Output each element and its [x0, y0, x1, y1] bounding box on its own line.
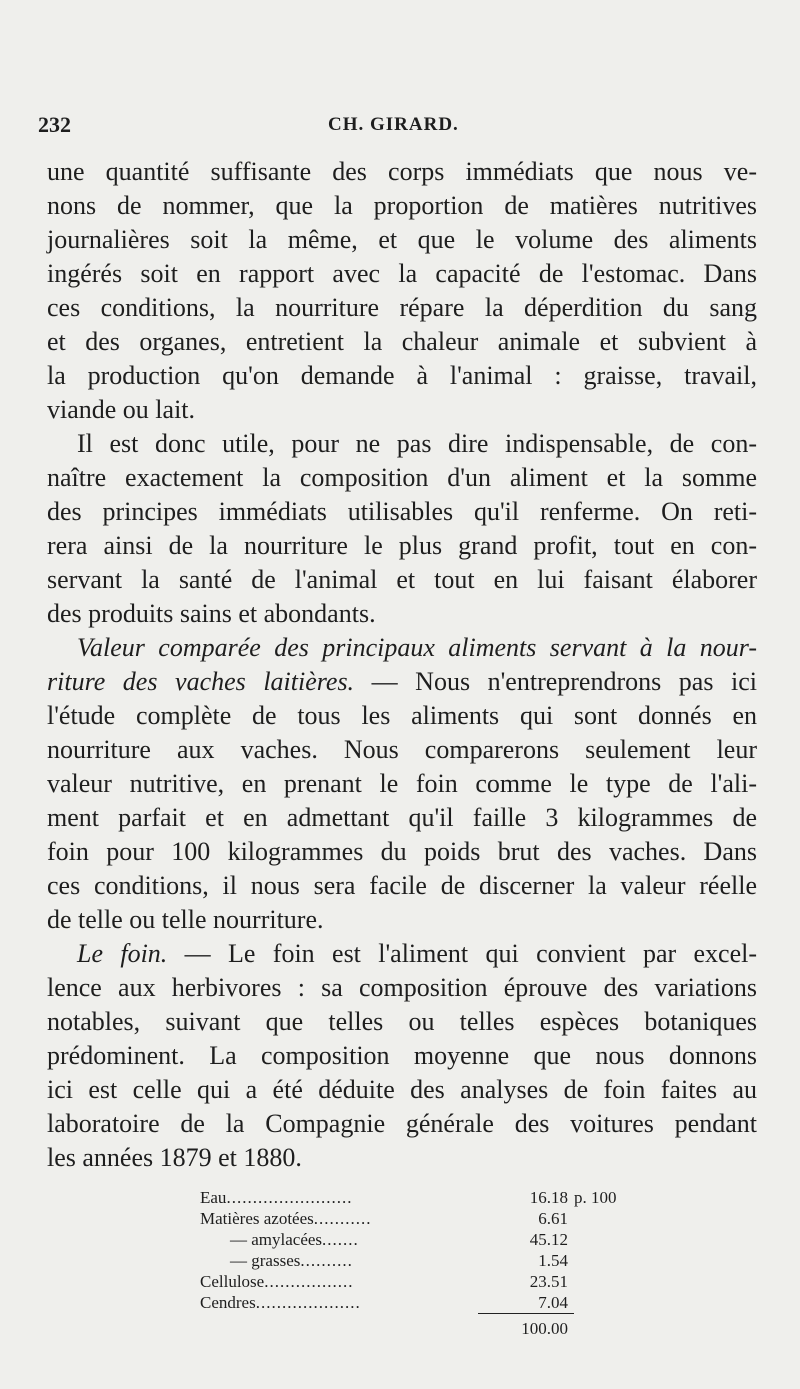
leader-dots: ........................ — [226, 1188, 353, 1207]
running-head: CH. GIRARD. — [328, 114, 459, 135]
text-line: une quantité suffisante des corps immédiats que nous ve- — [47, 157, 757, 186]
italic-heading: riture des vaches laitières. — [47, 667, 355, 696]
text-line: prédominent. La composition moyenne que nous donnons — [47, 1041, 757, 1070]
text-line: notables, suivant que telles ou telles espèces botaniques — [47, 1007, 757, 1036]
leader-dots: ....... — [322, 1230, 359, 1249]
text-line: ces conditions, la nourriture répare la déperdition du sang — [47, 293, 757, 322]
composition-table — [200, 1187, 634, 1339]
leader-dots: .................... — [255, 1293, 361, 1312]
italic-heading: Valeur comparée des principaux aliments servant à la nour- — [77, 633, 757, 662]
section-heading-valeur — [47, 631, 757, 665]
text-line: servant la santé de l'animal et tout en lui faisant élaborer — [47, 565, 757, 594]
text-line: nons de nommer, que la proportion de matières nutritives — [47, 191, 757, 220]
body-text — [47, 155, 757, 1175]
leader-dots: ................. — [264, 1272, 354, 1291]
paragraph-foin — [47, 937, 757, 1175]
row-value: 45.12 — [529, 1230, 568, 1249]
text-line: ment parfait et en admettant qu'il faille 3 kilogrammes de — [47, 803, 757, 832]
row-unit: p. 100 — [574, 1188, 617, 1207]
text-line: ces conditions, il nous sera facile de discerner la valeur réelle — [47, 871, 757, 900]
text-line: des principes immédiats utilisables qu'il renferme. On reti- — [47, 497, 757, 526]
row-value: 16.18 — [529, 1188, 568, 1207]
table-row — [200, 1292, 634, 1314]
text-line: valeur nutritive, en prenant le foin comme le type de l'ali- — [47, 769, 757, 798]
table-row — [200, 1250, 634, 1271]
text-line: de telle ou telle nourriture. — [47, 905, 324, 934]
text-line: ici est celle qui a été déduite des analyses de foin faites au — [47, 1075, 757, 1104]
row-value: 23.51 — [529, 1272, 568, 1291]
page-header — [38, 112, 758, 144]
row-value: 1.54 — [538, 1251, 568, 1270]
text-line: Il est donc utile, pour ne pas dire indispensable, de con- — [77, 429, 757, 458]
total-row — [200, 1314, 634, 1340]
text-line: foin pour 100 kilogrammes du poids brut des vaches. Dans — [47, 837, 757, 866]
paragraph-valeur — [47, 631, 757, 937]
text-line: laboratoire de la Compagnie générale des voitures pendant — [47, 1109, 757, 1138]
row-label: Cellulose — [200, 1272, 265, 1291]
leader-dots: .......... — [300, 1251, 353, 1270]
text-line: nourriture aux vaches. Nous comparerons seulement leur — [47, 735, 757, 764]
row-label: Eau — [200, 1188, 227, 1207]
text-line: l'étude complète de tous les aliments qui sont donnés en — [47, 701, 757, 730]
table-row — [200, 1271, 634, 1292]
text-line: la production qu'on demande à l'animal : graisse, travail, — [47, 361, 757, 390]
table-row — [200, 1187, 634, 1208]
text-line: lence aux herbivores : sa composition éprouve des variations — [47, 973, 757, 1002]
row-value: 6.61 — [538, 1209, 568, 1228]
text-line: les années 1879 et 1880. — [47, 1143, 302, 1172]
text-line: viande ou lait. — [47, 395, 196, 424]
text-line: rera ainsi de la nourriture le plus grand profit, tout en con- — [47, 531, 757, 560]
paragraph-2 — [47, 427, 757, 631]
text-line: des produits sains et abondants. — [47, 599, 376, 628]
text-run: — Nous n'entreprendrons pas ici — [354, 667, 757, 696]
text-line: naître exactement la composition d'un aliment et la somme — [47, 463, 757, 492]
paragraph-1 — [47, 155, 757, 427]
table-row — [200, 1229, 634, 1250]
text-line — [47, 665, 757, 699]
row-label: Matières azotées — [200, 1209, 314, 1228]
text-line: ingérés soit en rapport avec la capacité de l'estomac. Dans — [47, 259, 757, 288]
table-row — [200, 1208, 634, 1229]
text-run: — Le foin est l'aliment qui convient par excel- — [167, 939, 757, 968]
total-value: 100.00 — [478, 1314, 574, 1340]
row-label: Cendres — [200, 1293, 256, 1312]
text-line: journalières soit la même, et que le volume des aliments — [47, 225, 757, 254]
row-label: — amylacées — [230, 1230, 323, 1249]
row-label: — grasses — [230, 1251, 301, 1270]
italic-heading: Le foin. — [77, 939, 168, 968]
page-number: 232 — [38, 112, 71, 137]
row-value: 7.04 — [538, 1293, 568, 1312]
leader-dots: ........... — [313, 1209, 372, 1228]
text-line: et des organes, entretient la chaleur animale et subvient à — [47, 327, 757, 356]
section-heading-foin — [47, 937, 757, 971]
